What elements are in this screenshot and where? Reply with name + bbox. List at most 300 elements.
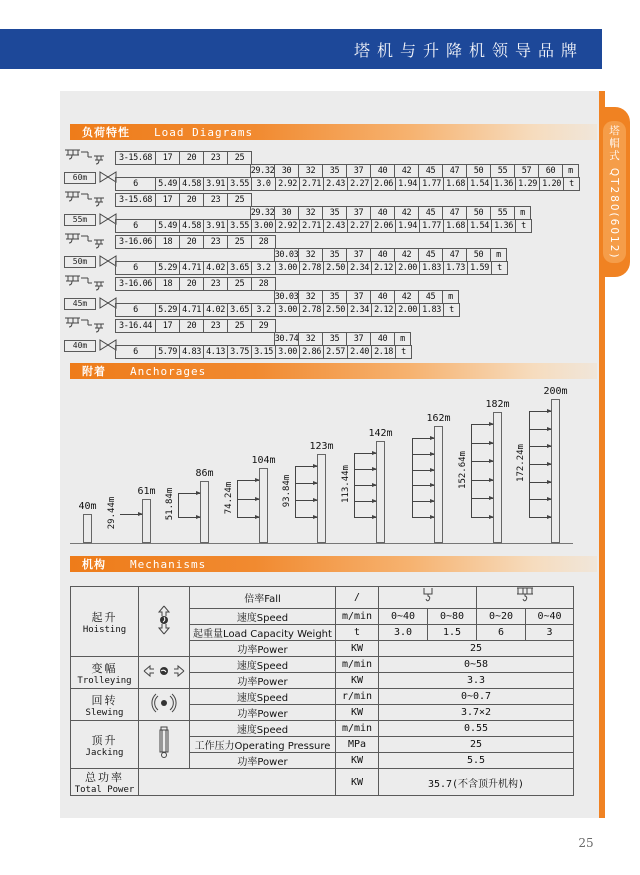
mech-value: 0.55 (379, 721, 574, 737)
model-side-tab-inner (603, 121, 626, 263)
capacity-cell: 3.75 (227, 345, 252, 359)
unit-cell-t: t (443, 303, 460, 317)
jacking-cylinder-icon (139, 721, 190, 769)
capacity-cell: 3.00 (275, 303, 300, 317)
radius-cell: 50 (466, 164, 491, 178)
mast-height-label: 142m (368, 428, 393, 439)
mech-value: 0~0.7 (379, 689, 574, 705)
capacity-cell: 2.78 (299, 303, 324, 317)
anchorage-arrow (295, 466, 317, 467)
radius-cell: 42 (394, 206, 419, 220)
unit-cell-t: t (491, 261, 508, 275)
capacity-cell: 3.65 (227, 261, 252, 275)
radius-cell: 35 (322, 332, 347, 346)
radius-cell: 25 (227, 151, 252, 165)
capacity-cell: 6 (115, 219, 156, 233)
radius-cell: 20 (179, 277, 204, 291)
radius-row-far (274, 332, 412, 346)
mech-param-label: 功率Power (190, 705, 336, 721)
radius-cell: 18 (155, 277, 180, 291)
mech-group-label: 顶升 Jacking (71, 721, 139, 769)
anchorage-height-label: 152.64m (458, 451, 468, 489)
capacity-cell: 4.02 (203, 303, 228, 317)
unit-cell-m: m (490, 248, 507, 262)
radius-cell: 25 (227, 319, 252, 333)
radius-cell: 47 (442, 206, 467, 220)
anchorage-arrow (471, 480, 493, 481)
capacity-cell: 1.20 (539, 177, 564, 191)
radius-cell: 47 (442, 248, 467, 262)
radius-cell: 30 (274, 206, 299, 220)
capacity-cell: 3.15 (251, 345, 276, 359)
load-table (115, 277, 460, 317)
mech-param-label: 速度Speed (190, 721, 336, 737)
mast-bar (551, 399, 560, 543)
mech-param-label: 起重量Load Capacity Weight (190, 625, 336, 641)
mast-bar (200, 481, 209, 543)
radius-cell: 45 (418, 164, 443, 178)
mech-unit: KW (336, 673, 379, 689)
anchorage-height-label: 74.24m (224, 481, 234, 515)
radius-cell: 45 (418, 248, 443, 262)
capacity-cell: 1.73 (443, 261, 468, 275)
mech-row (71, 689, 574, 705)
capacity-cell: 1.68 (443, 219, 468, 233)
mast-height-label: 104m (251, 455, 276, 466)
capacity-cell: 1.36 (491, 219, 516, 233)
anchorage-arrow (412, 470, 434, 471)
radius-row-far (274, 290, 460, 304)
hook-2fall-icon (379, 587, 477, 609)
radius-cell: 23 (203, 319, 228, 333)
section-title-en: Load Diagrams (154, 125, 254, 139)
anchorage-arrow (529, 499, 551, 500)
radius-cell: 45 (418, 290, 443, 304)
anchorage-arrow (295, 483, 317, 484)
capacity-cell: 2.43 (323, 177, 348, 191)
mech-unit: KW (336, 705, 379, 721)
anchorage-arrow (471, 424, 493, 425)
anchorage-bracket-line (529, 411, 530, 518)
jib-length-label-row (64, 210, 118, 229)
capacity-cell: 2.92 (275, 219, 300, 233)
radius-cell: 47 (442, 164, 467, 178)
unit-cell-m: m (514, 206, 531, 220)
mast-bar (493, 412, 502, 543)
capacity-cell: 5.29 (155, 261, 180, 275)
anchorage-height-label: 51.84m (165, 487, 175, 521)
section-header-load-diagrams (70, 124, 597, 140)
load-table-block (64, 273, 594, 313)
mast-height-label: 162m (426, 413, 451, 424)
radius-cell: 18 (155, 235, 180, 249)
mech-row (71, 587, 574, 609)
mech-group-label: 起升 Hoisting (71, 587, 139, 657)
crane-trolley-icon (64, 273, 114, 293)
capacity-cell: 3.55 (227, 177, 252, 191)
load-table-block (64, 231, 594, 271)
radius-cell: 30.74 (274, 334, 299, 344)
radius-cell: 20 (179, 151, 204, 165)
radius-cell: 35 (322, 248, 347, 262)
capacity-cell: 1.59 (467, 261, 492, 275)
radius-cell: 28 (251, 277, 276, 291)
anchorage-arrow (471, 498, 493, 499)
jib-length-label-row (64, 168, 118, 187)
radius-cell: 23 (203, 277, 228, 291)
anchorage-bracket-line (354, 453, 355, 518)
mech-unit: r/min (336, 689, 379, 705)
radius-cell: 17 (155, 193, 180, 207)
capacity-cell: 5.79 (155, 345, 180, 359)
section-title-zh: 附着 (82, 365, 106, 378)
mech-value: 6 (477, 625, 526, 641)
radius-row-near (115, 151, 580, 165)
radius-cell: 40 (370, 248, 395, 262)
anchorage-bracket-line (295, 466, 296, 518)
capacity-cell: 2.50 (323, 303, 348, 317)
radius-cell: 23 (203, 193, 228, 207)
radius-cell: 35 (322, 164, 347, 178)
anchorage-arrow (178, 493, 200, 494)
mast-bar (142, 499, 151, 543)
capacity-cell: 2.86 (299, 345, 324, 359)
anchorage-bracket-line (178, 493, 179, 518)
radius-cell: 25 (227, 193, 252, 207)
capacity-cell: 4.13 (203, 345, 228, 359)
ground-line (70, 543, 573, 544)
anchorage-arrow (412, 517, 434, 518)
capacity-cell: 1.94 (395, 177, 420, 191)
anchorage-bracket-line (237, 480, 238, 518)
unit-cell-m: m (442, 290, 459, 304)
section-title-zh: 机构 (82, 558, 106, 571)
jib-length-label-row (64, 294, 118, 313)
capacity-cell: 2.06 (371, 219, 396, 233)
radius-cell: 30.03 (274, 250, 299, 260)
mech-unit: MPa (336, 737, 379, 753)
hook-4fall-icon (477, 587, 574, 609)
capacity-cell: 1.94 (395, 219, 420, 233)
jib-length-label: 50m (64, 256, 96, 268)
mech-value: 1.5 (428, 625, 477, 641)
hoist-vertical-arrow-icon (139, 587, 190, 657)
capacity-cell: 2.06 (371, 177, 396, 191)
anchorage-arrow (354, 469, 376, 470)
capacity-cell: 4.02 (203, 261, 228, 275)
mech-value: 3.7×2 (379, 705, 574, 721)
load-table (115, 193, 532, 233)
radius-row-far (274, 248, 508, 262)
radius-cell: 30.03 (274, 292, 299, 302)
radius-cell: 17 (155, 151, 180, 165)
radius-cell: 32 (298, 206, 323, 220)
mechanisms-table-area (70, 586, 574, 796)
capacity-cell: 1.54 (467, 219, 492, 233)
capacity-cell: 2.40 (347, 345, 372, 359)
radius-cell: 20 (179, 235, 204, 249)
mech-value: 0~40 (379, 609, 428, 625)
mech-row (71, 721, 574, 737)
anchorage-arrow (471, 517, 493, 518)
mechanisms-table (70, 586, 574, 796)
radius-cell: 3-16.06 (115, 235, 156, 249)
capacity-cell: 1.83 (419, 261, 444, 275)
radius-cell: 35 (322, 206, 347, 220)
mech-value: 0~40 (526, 609, 574, 625)
mech-row (71, 657, 574, 673)
mech-unit: / (336, 587, 379, 609)
capacity-cell: 4.71 (179, 261, 204, 275)
capacity-cell: 2.71 (299, 177, 324, 191)
mast-bar (376, 441, 385, 543)
radius-cell: 37 (346, 164, 371, 178)
section-header-anchorages (70, 363, 597, 379)
capacity-cell: 5.49 (155, 177, 180, 191)
mast-height-label: 123m (309, 441, 334, 452)
radius-row-near (115, 193, 532, 207)
anchorage-bracket-line (412, 438, 413, 518)
radius-row-near (115, 235, 508, 249)
anchorage-arrow (529, 411, 551, 412)
radius-cell: 29.32 (250, 166, 275, 176)
capacity-cell: 2.18 (371, 345, 396, 359)
mech-value: 35.7(不含顶升机构) (379, 769, 574, 796)
mech-value: 5.5 (379, 753, 574, 769)
mech-unit: t (336, 625, 379, 641)
radius-cell: 60 (538, 164, 563, 178)
capacity-cell: 2.78 (299, 261, 324, 275)
capacity-cell: 5.29 (155, 303, 180, 317)
capacity-cell: 1.77 (419, 177, 444, 191)
mech-unit: m/min (336, 609, 379, 625)
capacity-cell: 2.27 (347, 219, 372, 233)
unit-cell-t: t (563, 177, 580, 191)
radius-cell: 32 (298, 332, 323, 346)
section-title-en: Mechanisms (130, 557, 207, 571)
mech-unit: m/min (336, 721, 379, 737)
radius-cell: 23 (203, 235, 228, 249)
radius-cell: 40 (370, 332, 395, 346)
capacity-cell: 3.55 (227, 219, 252, 233)
anchorage-arrow (354, 485, 376, 486)
mast-height-label: 182m (485, 399, 510, 410)
radius-cell: 3-16.06 (115, 277, 156, 291)
radius-cell: 37 (346, 206, 371, 220)
mech-row (71, 769, 574, 796)
mech-param-label: 工作压力Operating Pressure (190, 737, 336, 753)
anchorage-arrow (412, 454, 434, 455)
section-header-mechanisms (70, 556, 597, 572)
capacity-cell: 4.58 (179, 219, 204, 233)
load-table-block (64, 315, 594, 355)
jib-length-label-row (64, 336, 118, 355)
radius-cell: 29 (251, 319, 276, 333)
capacity-cell: 3.2 (251, 303, 276, 317)
anchorage-height-label: 29.44m (107, 496, 117, 530)
capacity-cell: 5.49 (155, 219, 180, 233)
anchorage-bracket-line (471, 424, 472, 518)
radius-cell: 32 (298, 164, 323, 178)
load-table (115, 151, 580, 191)
radius-cell: 3-16.44 (115, 319, 156, 333)
anchorage-arrow (529, 429, 551, 430)
anchorage-arrow (412, 485, 434, 486)
capacity-cell: 1.68 (443, 177, 468, 191)
capacity-cell: 3.91 (203, 219, 228, 233)
anchorage-arrow (120, 514, 142, 515)
mech-param-label: 功率Power (190, 753, 336, 769)
jib-length-label: 55m (64, 214, 96, 226)
jib-length-label: 45m (64, 298, 96, 310)
crane-trolley-icon (64, 315, 114, 335)
radius-cell: 29.32 (250, 208, 275, 218)
unit-cell-m: m (562, 164, 579, 178)
model-side-tab (599, 107, 630, 277)
anchorage-arrow (412, 438, 434, 439)
capacity-cell: 2.00 (395, 261, 420, 275)
radius-cell: 50 (466, 248, 491, 262)
anchorage-height-label: 93.84m (282, 474, 292, 508)
mech-value: 25 (379, 641, 574, 657)
mech-value: 0~20 (477, 609, 526, 625)
anchorage-arrow (529, 446, 551, 447)
radius-cell: 25 (227, 235, 252, 249)
mast-bar (83, 514, 92, 543)
crane-trolley-icon (64, 231, 114, 251)
mech-group-label: 总功率 Total Power (71, 769, 139, 796)
jib-length-label-row (64, 252, 118, 271)
radius-cell: 37 (346, 290, 371, 304)
capacity-row (115, 345, 412, 359)
capacity-cell: 2.12 (371, 303, 396, 317)
capacity-cell: 4.71 (179, 303, 204, 317)
anchorage-arrow (178, 517, 200, 518)
capacity-cell: 2.50 (323, 261, 348, 275)
mech-param-label: 功率Power (190, 641, 336, 657)
radius-cell: 20 (179, 193, 204, 207)
capacity-cell: 4.83 (179, 345, 204, 359)
mech-value: 3.0 (379, 625, 428, 641)
radius-cell: 25 (227, 277, 252, 291)
mech-group-label: 变幅 Trolleying (71, 657, 139, 689)
radius-cell: 55 (490, 206, 515, 220)
mech-value: 25 (379, 737, 574, 753)
radius-row-far (250, 206, 532, 220)
anchorage-arrow (237, 499, 259, 500)
anchorage-arrow (295, 517, 317, 518)
capacity-cell: 1.29 (515, 177, 540, 191)
capacity-cell: 6 (115, 345, 156, 359)
mech-empty-cell (139, 769, 336, 796)
jib-length-label: 40m (64, 340, 96, 352)
brand-slogan: 塔机与升降机领导品牌 (353, 40, 584, 60)
radius-cell: 35 (322, 290, 347, 304)
capacity-cell: 1.83 (419, 303, 444, 317)
radius-row-near (115, 319, 412, 333)
unit-cell-m: m (394, 332, 411, 346)
mech-param-label: 速度Speed (190, 657, 336, 673)
radius-cell: 23 (203, 151, 228, 165)
capacity-cell: 2.34 (347, 261, 372, 275)
radius-row-far (250, 164, 580, 178)
radius-cell: 40 (370, 290, 395, 304)
anchorage-arrow (412, 501, 434, 502)
trolley-horizontal-arrow-icon (139, 657, 190, 689)
anchorage-arrow (237, 517, 259, 518)
load-table-block (64, 147, 594, 187)
mech-param-label: 倍率Fall (190, 587, 336, 609)
radius-cell: 20 (179, 319, 204, 333)
mech-unit: KW (336, 641, 379, 657)
mech-unit: KW (336, 753, 379, 769)
page-number: 25 (578, 836, 594, 850)
radius-cell: 45 (418, 206, 443, 220)
anchorage-diagram (70, 385, 575, 545)
radius-cell: 40 (370, 206, 395, 220)
capacity-cell: 3.00 (251, 219, 276, 233)
load-table-block (64, 189, 594, 229)
anchorage-arrow (471, 461, 493, 462)
capacity-cell: 2.27 (347, 177, 372, 191)
capacity-cell: 2.92 (275, 177, 300, 191)
mech-value: 3.3 (379, 673, 574, 689)
capacity-cell: 4.58 (179, 177, 204, 191)
mech-group-label: 回转 Slewing (71, 689, 139, 721)
anchorage-arrow (354, 517, 376, 518)
mech-value: 0~58 (379, 657, 574, 673)
jib-length-label: 60m (64, 172, 96, 184)
crane-trolley-icon (64, 147, 114, 167)
anchorage-arrow (529, 482, 551, 483)
capacity-cell: 3.91 (203, 177, 228, 191)
unit-cell-t: t (515, 219, 532, 233)
capacity-cell: 3.2 (251, 261, 276, 275)
anchorage-arrow (295, 500, 317, 501)
mech-value: 3 (526, 625, 574, 641)
mast-bar (259, 468, 268, 543)
anchorage-arrow (529, 517, 551, 518)
radius-row-near (115, 277, 460, 291)
mech-param-label: 速度Speed (190, 609, 336, 625)
mast-height-label: 200m (543, 386, 568, 397)
capacity-cell: 3.65 (227, 303, 252, 317)
capacity-cell: 6 (115, 177, 156, 191)
capacity-cell: 3.00 (275, 261, 300, 275)
radius-cell: 55 (490, 164, 515, 178)
anchorage-height-label: 172.24m (516, 444, 526, 482)
anchorage-arrow (471, 443, 493, 444)
capacity-cell: 2.57 (323, 345, 348, 359)
mast-bar (434, 426, 443, 543)
radius-cell: 37 (346, 332, 371, 346)
mast-height-label: 61m (137, 486, 156, 497)
unit-cell-t: t (395, 345, 412, 359)
mech-param-label: 功率Power (190, 673, 336, 689)
anchorage-arrow (529, 464, 551, 465)
section-title-en: Anchorages (130, 364, 207, 378)
anchorage-arrow (354, 501, 376, 502)
capacity-cell: 2.71 (299, 219, 324, 233)
mast-height-label: 40m (78, 501, 97, 512)
radius-cell: 40 (370, 164, 395, 178)
radius-cell: 50 (466, 206, 491, 220)
crane-trolley-icon (64, 189, 114, 209)
mast-height-label: 86m (195, 468, 214, 479)
section-title-zh: 负荷特性 (82, 126, 130, 139)
capacity-cell: 1.36 (491, 177, 516, 191)
radius-cell: 28 (251, 235, 276, 249)
